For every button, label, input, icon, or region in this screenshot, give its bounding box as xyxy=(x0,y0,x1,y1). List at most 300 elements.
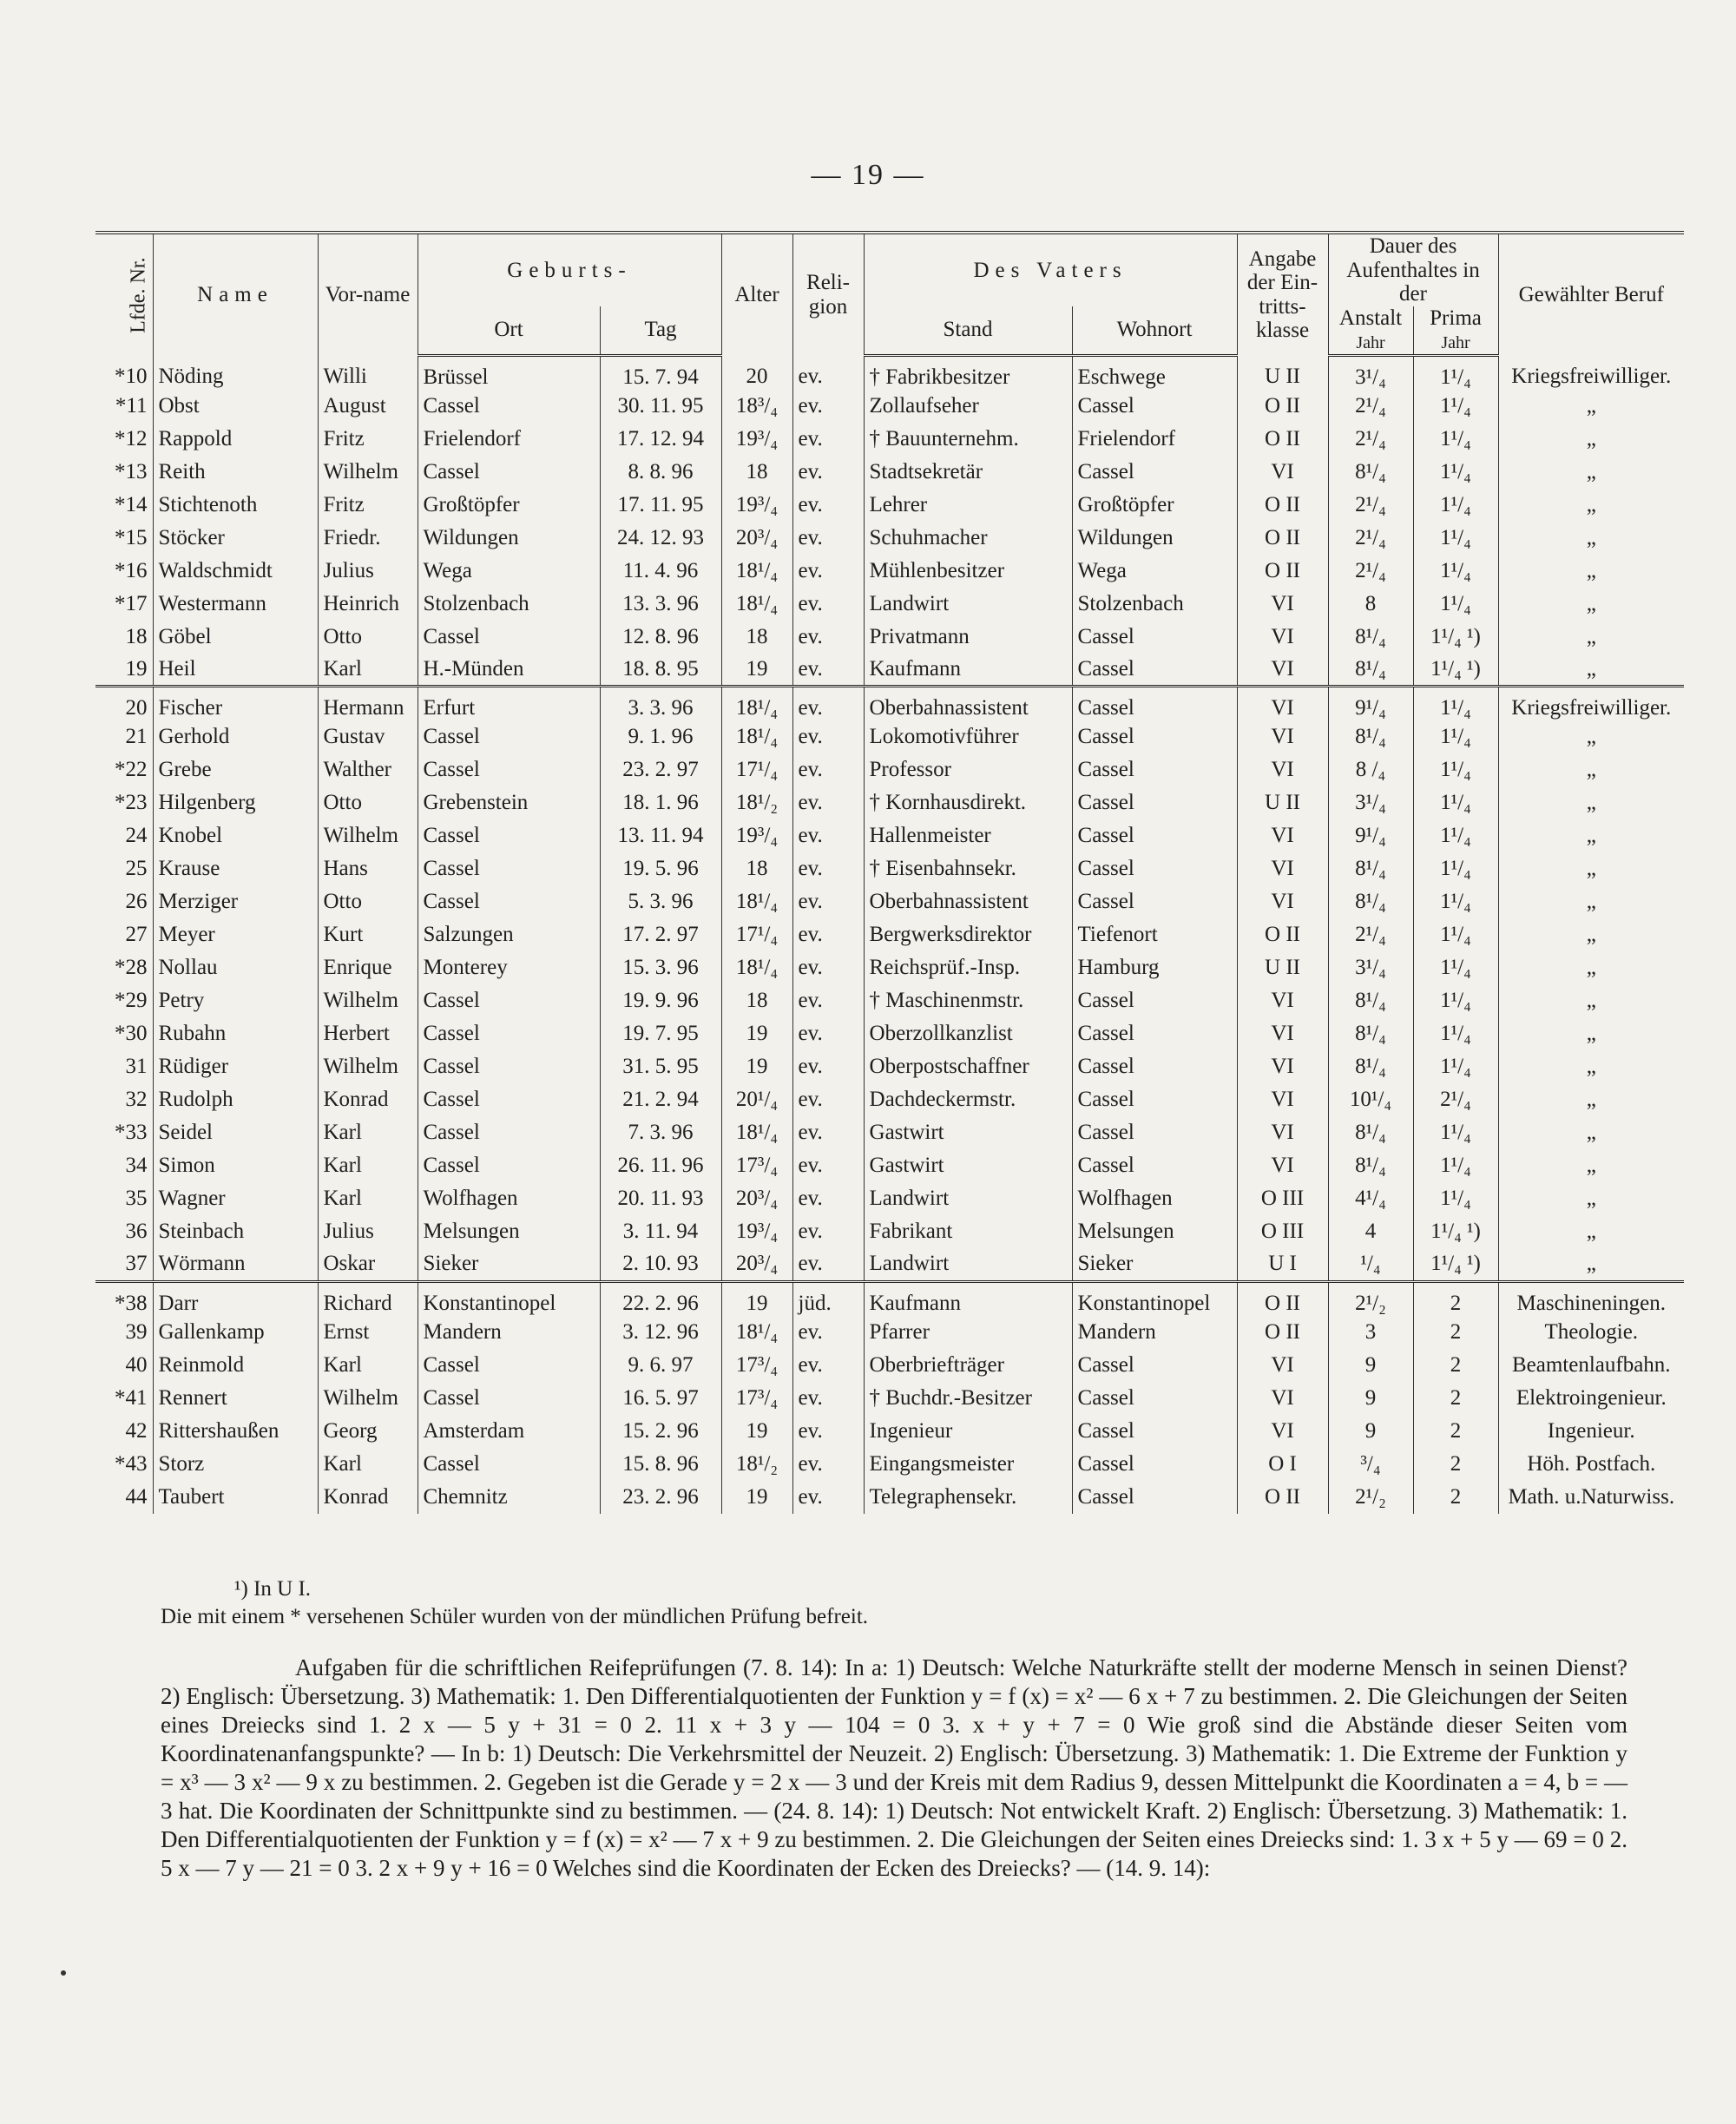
cell-tag: 21. 2. 94 xyxy=(600,1083,721,1116)
cell-klasse: VI xyxy=(1237,1017,1328,1050)
cell-prima: 1¹/₄ xyxy=(1413,786,1498,819)
cell-nr: *43 xyxy=(115,1451,148,1476)
cell-religion: ev. xyxy=(792,1349,864,1382)
cell-wohnort: Tiefenort xyxy=(1072,918,1237,951)
cell-stand: Telegraphensekr. xyxy=(864,1481,1072,1514)
cell-nr: 35 xyxy=(125,1187,148,1210)
cell-religion: ev. xyxy=(792,1149,864,1182)
cell-wohnort: Cassel xyxy=(1072,984,1237,1017)
cell-anstalt: ¹/₄ xyxy=(1328,1248,1413,1281)
cell-nr: *28 xyxy=(115,956,148,979)
cell-ort: Cassel xyxy=(418,852,600,885)
cell-alter: 18³/₄ xyxy=(721,390,792,423)
cell-ort: Cassel xyxy=(418,390,600,423)
header-anstalt: Anstalt Jahr xyxy=(1328,306,1413,356)
cell-anstalt: 8 /₄ xyxy=(1328,753,1413,786)
cell-beruf: „ xyxy=(1498,1116,1684,1149)
cell-tag: 23. 2. 96 xyxy=(600,1481,721,1514)
cell-wohnort: Cassel xyxy=(1072,1349,1237,1382)
cell-wohnort: Cassel xyxy=(1072,621,1237,654)
cell-stand: Bergwerksdirektor xyxy=(864,918,1072,951)
header-des-vaters: Des Vaters xyxy=(864,233,1237,306)
cell-anstalt: 8¹/₄ xyxy=(1328,1050,1413,1083)
cell-prima: 2 xyxy=(1413,1382,1498,1415)
cell-religion: ev. xyxy=(792,786,864,819)
cell-religion: ev. xyxy=(792,1415,864,1448)
cell-stand: Privatmann xyxy=(864,621,1072,654)
cell-tag: 15. 3. 96 xyxy=(600,951,721,984)
cell-prima: 2 xyxy=(1413,1415,1498,1448)
cell-beruf: „ xyxy=(1498,918,1684,951)
cell-prima: 1¹/₄ xyxy=(1413,456,1498,489)
cell-alter: 19³/₄ xyxy=(721,1215,792,1248)
cell-wohnort: Konstantinopel xyxy=(1072,1281,1237,1316)
cell-wohnort: Hamburg xyxy=(1072,951,1237,984)
table-row xyxy=(95,1481,1684,1514)
cell-vorname: Karl xyxy=(318,654,418,687)
cell-religion: jüd. xyxy=(792,1281,864,1316)
cell-alter: 19³/₄ xyxy=(721,489,792,522)
cell-anstalt: 2¹/₄ xyxy=(1328,555,1413,588)
cell-ort: Frielendorf xyxy=(418,423,600,456)
cell-prima: 1¹/₄ xyxy=(1413,390,1498,423)
header-prima: Prima Jahr xyxy=(1413,306,1498,356)
cell-tag: 17. 12. 94 xyxy=(600,423,721,456)
cell-prima: 2 xyxy=(1413,1349,1498,1382)
cell-klasse: VI xyxy=(1237,753,1328,786)
cell-alter: 20 xyxy=(721,355,792,390)
cell-stand: Landwirt xyxy=(864,1182,1072,1215)
cell-prima: 1¹/₄ xyxy=(1413,687,1498,721)
cell-wohnort: Cassel xyxy=(1072,819,1237,852)
cell-klasse: O II xyxy=(1237,522,1328,555)
cell-stand: Gastwirt xyxy=(864,1116,1072,1149)
cell-alter: 19 xyxy=(721,1281,792,1316)
header-ort: Ort xyxy=(418,306,600,356)
cell-name: Simon xyxy=(153,1149,318,1182)
cell-vorname: Fritz xyxy=(318,489,418,522)
cell-tag: 3. 3. 96 xyxy=(600,687,721,721)
table-row xyxy=(95,423,1684,456)
cell-klasse: VI xyxy=(1237,720,1328,753)
cell-religion: ev. xyxy=(792,654,864,687)
header-beruf: Gewählter Beruf xyxy=(1498,233,1684,355)
cell-stand: Fabrikant xyxy=(864,1215,1072,1248)
cell-wohnort: Melsungen xyxy=(1072,1215,1237,1248)
cell-nr: 44 xyxy=(125,1484,148,1509)
cell-stand: Dachdeckermstr. xyxy=(864,1083,1072,1116)
cell-stand: Lehrer xyxy=(864,489,1072,522)
cell-ort: H.-Münden xyxy=(418,654,600,687)
cell-klasse: VI xyxy=(1237,1149,1328,1182)
header-lfde-nr: Lfde. Nr. xyxy=(127,257,150,333)
cell-prima: 1¹/₄ xyxy=(1413,852,1498,885)
cell-stand: Schuhmacher xyxy=(864,522,1072,555)
header-stand: Stand xyxy=(864,306,1072,356)
cell-alter: 18¹/₄ xyxy=(721,720,792,753)
table-row xyxy=(95,786,1684,819)
cell-tag: 13. 11. 94 xyxy=(600,819,721,852)
cell-tag: 3. 12. 96 xyxy=(600,1316,721,1349)
table-row xyxy=(95,885,1684,918)
cell-name: Westermann xyxy=(153,588,318,621)
table-row xyxy=(95,456,1684,489)
cell-wohnort: Cassel xyxy=(1072,456,1237,489)
cell-ort: Amsterdam xyxy=(418,1415,600,1448)
cell-wohnort: Cassel xyxy=(1072,720,1237,753)
cell-stand: Lokomotivführer xyxy=(864,720,1072,753)
footnote-2: Die mit einem * versehenen Schüler wurden von der mündlichen Prüfung befreit. xyxy=(161,1605,869,1628)
cell-ort: Mandern xyxy=(418,1316,600,1349)
cell-religion: ev. xyxy=(792,1116,864,1149)
cell-klasse: VI xyxy=(1237,654,1328,687)
cell-tag: 19. 9. 96 xyxy=(600,984,721,1017)
cell-religion: ev. xyxy=(792,355,864,390)
cell-anstalt: 8¹/₄ xyxy=(1328,1149,1413,1182)
cell-beruf: „ xyxy=(1498,555,1684,588)
cell-beruf: „ xyxy=(1498,522,1684,555)
cell-prima: 1¹/₄ xyxy=(1413,951,1498,984)
cell-name: Rittershaußen xyxy=(153,1415,318,1448)
cell-anstalt: 2¹/₂ xyxy=(1328,1481,1413,1514)
cell-ort: Cassel xyxy=(418,1349,600,1382)
cell-ort: Monterey xyxy=(418,951,600,984)
cell-alter: 17¹/₄ xyxy=(721,918,792,951)
table-row xyxy=(95,819,1684,852)
cell-prima: 1¹/₄ xyxy=(1413,522,1498,555)
table-row xyxy=(95,1415,1684,1448)
cell-vorname: Oskar xyxy=(318,1248,418,1281)
cell-klasse: O II xyxy=(1237,555,1328,588)
cell-alter: 17¹/₄ xyxy=(721,753,792,786)
cell-tag: 13. 3. 96 xyxy=(600,588,721,621)
cell-vorname: Karl xyxy=(318,1116,418,1149)
cell-alter: 18¹/₄ xyxy=(721,951,792,984)
cell-stand: Kaufmann xyxy=(864,1281,1072,1316)
cell-stand: Landwirt xyxy=(864,1248,1072,1281)
cell-anstalt: 3¹/₄ xyxy=(1328,951,1413,984)
cell-prima: 1¹/₄ xyxy=(1413,918,1498,951)
cell-name: Steinbach xyxy=(153,1215,318,1248)
table-row xyxy=(95,1248,1684,1281)
cell-klasse: VI xyxy=(1237,819,1328,852)
cell-beruf: „ xyxy=(1498,819,1684,852)
cell-name: Rudolph xyxy=(153,1083,318,1116)
cell-wohnort: Cassel xyxy=(1072,1448,1237,1481)
cell-ort: Cassel xyxy=(418,1149,600,1182)
table-row xyxy=(95,753,1684,786)
cell-religion: ev. xyxy=(792,984,864,1017)
cell-ort: Cassel xyxy=(418,1382,600,1415)
cell-vorname: Karl xyxy=(318,1149,418,1182)
cell-name: Petry xyxy=(153,984,318,1017)
cell-klasse: O II xyxy=(1237,1316,1328,1349)
table-row xyxy=(95,489,1684,522)
cell-alter: 20³/₄ xyxy=(721,1248,792,1281)
cell-stand: Reichsprüf.-Insp. xyxy=(864,951,1072,984)
cell-ort: Stolzenbach xyxy=(418,588,600,621)
cell-tag: 3. 11. 94 xyxy=(600,1215,721,1248)
cell-name: Nollau xyxy=(153,951,318,984)
table-row xyxy=(95,1316,1684,1349)
cell-religion: ev. xyxy=(792,1083,864,1116)
cell-name: Göbel xyxy=(153,621,318,654)
header-geburts: Geburts- xyxy=(418,233,721,306)
cell-name: Rappold xyxy=(153,423,318,456)
table-row xyxy=(95,1050,1684,1083)
cell-alter: 18¹/₄ xyxy=(721,1316,792,1349)
cell-vorname: Georg xyxy=(318,1415,418,1448)
cell-tag: 15. 7. 94 xyxy=(600,355,721,390)
cell-prima: 1¹/₄ xyxy=(1413,1116,1498,1149)
cell-religion: ev. xyxy=(792,1017,864,1050)
cell-wohnort: Cassel xyxy=(1072,786,1237,819)
cell-prima: 1¹/₄ ¹) xyxy=(1413,654,1498,687)
cell-ort: Cassel xyxy=(418,1083,600,1116)
table-row xyxy=(95,1349,1684,1382)
cell-prima: 1¹/₄ xyxy=(1413,555,1498,588)
cell-religion: ev. xyxy=(792,621,864,654)
cell-beruf: „ xyxy=(1498,654,1684,687)
table-row xyxy=(95,1382,1684,1415)
cell-prima: 1¹/₄ xyxy=(1413,423,1498,456)
cell-nr: 42 xyxy=(125,1418,148,1443)
cell-wohnort: Cassel xyxy=(1072,1149,1237,1182)
cell-beruf: Ingenieur. xyxy=(1498,1415,1684,1448)
cell-klasse: VI xyxy=(1237,1116,1328,1149)
cell-name: Storz xyxy=(153,1448,318,1481)
cell-wohnort: Cassel xyxy=(1072,753,1237,786)
cell-ort: Chemnitz xyxy=(418,1481,600,1514)
cell-anstalt: 8¹/₄ xyxy=(1328,984,1413,1017)
cell-tag: 30. 11. 95 xyxy=(600,390,721,423)
cell-name: Stöcker xyxy=(153,522,318,555)
cell-klasse: VI xyxy=(1237,1083,1328,1116)
cell-nr: 31 xyxy=(125,1055,148,1078)
cell-prima: 2 xyxy=(1413,1448,1498,1481)
cell-alter: 19³/₄ xyxy=(721,423,792,456)
cell-religion: ev. xyxy=(792,720,864,753)
cell-prima: 1¹/₄ xyxy=(1413,1149,1498,1182)
cell-beruf: Math. u.Naturwiss. xyxy=(1498,1481,1684,1514)
cell-vorname: Willi xyxy=(318,355,418,390)
cell-alter: 18¹/₂ xyxy=(721,786,792,819)
cell-wohnort: Wolfhagen xyxy=(1072,1182,1237,1215)
cell-religion: ev. xyxy=(792,819,864,852)
table-row xyxy=(95,1149,1684,1182)
cell-nr: *30 xyxy=(115,1022,148,1045)
cell-stand: Eingangsmeister xyxy=(864,1448,1072,1481)
footnote-1: ¹) In U I. xyxy=(234,1577,312,1601)
cell-ort: Cassel xyxy=(418,456,600,489)
table-row xyxy=(95,654,1684,687)
cell-beruf: „ xyxy=(1498,984,1684,1017)
cell-ort: Konstantinopel xyxy=(418,1281,600,1316)
cell-beruf: „ xyxy=(1498,1215,1684,1248)
cell-vorname: Heinrich xyxy=(318,588,418,621)
cell-tag: 20. 11. 93 xyxy=(600,1182,721,1215)
cell-nr: *12 xyxy=(115,426,148,450)
cell-alter: 17³/₄ xyxy=(721,1382,792,1415)
table-row xyxy=(95,1215,1684,1248)
table-row xyxy=(95,355,1684,390)
cell-nr: *14 xyxy=(115,492,148,516)
cell-religion: ev. xyxy=(792,1448,864,1481)
cell-ort: Cassel xyxy=(418,621,600,654)
cell-vorname: Walther xyxy=(318,753,418,786)
cell-ort: Großtöpfer xyxy=(418,489,600,522)
cell-wohnort: Stolzenbach xyxy=(1072,588,1237,621)
cell-nr: *17 xyxy=(115,591,148,615)
cell-beruf: „ xyxy=(1498,423,1684,456)
cell-beruf: „ xyxy=(1498,951,1684,984)
cell-vorname: August xyxy=(318,390,418,423)
cell-tag: 12. 8. 96 xyxy=(600,621,721,654)
cell-tag: 16. 5. 97 xyxy=(600,1382,721,1415)
cell-stand: Ingenieur xyxy=(864,1415,1072,1448)
cell-vorname: Julius xyxy=(318,1215,418,1248)
cell-anstalt: 9¹/₄ xyxy=(1328,819,1413,852)
cell-religion: ev. xyxy=(792,588,864,621)
table-row xyxy=(95,720,1684,753)
cell-wohnort: Wega xyxy=(1072,555,1237,588)
group-2 xyxy=(95,687,1684,1282)
cell-nr: 20 xyxy=(125,696,148,720)
cell-vorname: Konrad xyxy=(318,1083,418,1116)
cell-beruf: „ xyxy=(1498,390,1684,423)
cell-alter: 17³/₄ xyxy=(721,1149,792,1182)
cell-tag: 18. 1. 96 xyxy=(600,786,721,819)
cell-klasse: O II xyxy=(1237,1481,1328,1514)
cell-stand: Oberbahnassistent xyxy=(864,885,1072,918)
cell-prima: 2 xyxy=(1413,1481,1498,1514)
cell-wohnort: Eschwege xyxy=(1072,355,1237,390)
cell-alter: 19³/₄ xyxy=(721,819,792,852)
cell-stand: Landwirt xyxy=(864,588,1072,621)
cell-wohnort: Cassel xyxy=(1072,1050,1237,1083)
cell-ort: Sieker xyxy=(418,1248,600,1281)
cell-alter: 18 xyxy=(721,852,792,885)
cell-vorname: Karl xyxy=(318,1349,418,1382)
cell-beruf: Theologie. xyxy=(1498,1316,1684,1349)
cell-religion: ev. xyxy=(792,423,864,456)
cell-beruf: Kriegsfreiwilliger. xyxy=(1498,355,1684,390)
cell-nr: 25 xyxy=(125,857,148,880)
table-row xyxy=(95,1017,1684,1050)
cell-vorname: Hermann xyxy=(318,687,418,721)
cell-klasse: VI xyxy=(1237,621,1328,654)
cell-prima: 1¹/₄ ¹) xyxy=(1413,621,1498,654)
cell-stand: Oberzollkanzlist xyxy=(864,1017,1072,1050)
cell-alter: 18 xyxy=(721,456,792,489)
cell-name: Darr xyxy=(153,1281,318,1316)
cell-beruf: „ xyxy=(1498,1083,1684,1116)
footnotes xyxy=(161,1575,1628,1631)
table-row xyxy=(95,1448,1684,1481)
cell-klasse: O II xyxy=(1237,489,1328,522)
cell-tag: 7. 3. 96 xyxy=(600,1116,721,1149)
cell-beruf: „ xyxy=(1498,588,1684,621)
cell-nr: *41 xyxy=(115,1385,148,1410)
cell-stand: † Buchdr.-Besitzer xyxy=(864,1382,1072,1415)
cell-nr: 39 xyxy=(125,1319,148,1344)
cell-ort: Brüssel xyxy=(418,355,600,390)
cell-ort: Cassel xyxy=(418,1017,600,1050)
cell-wohnort: Cassel xyxy=(1072,390,1237,423)
cell-nr: 40 xyxy=(125,1352,148,1377)
cell-klasse: O II xyxy=(1237,918,1328,951)
cell-alter: 20¹/₄ xyxy=(721,1083,792,1116)
cell-anstalt: 2¹/₄ xyxy=(1328,489,1413,522)
cell-anstalt: 9 xyxy=(1328,1382,1413,1415)
cell-klasse: VI xyxy=(1237,1382,1328,1415)
cell-wohnort: Cassel xyxy=(1072,1116,1237,1149)
cell-nr: 37 xyxy=(125,1252,148,1276)
cell-anstalt: 3¹/₄ xyxy=(1328,355,1413,390)
cell-stand: Oberpostschaffner xyxy=(864,1050,1072,1083)
cell-tag: 24. 12. 93 xyxy=(600,522,721,555)
cell-religion: ev. xyxy=(792,885,864,918)
cell-wohnort: Cassel xyxy=(1072,1481,1237,1514)
cell-wohnort: Sieker xyxy=(1072,1248,1237,1281)
cell-tag: 15. 8. 96 xyxy=(600,1448,721,1481)
cell-prima: 1¹/₄ ¹) xyxy=(1413,1248,1498,1281)
cell-vorname: Fritz xyxy=(318,423,418,456)
cell-beruf: „ xyxy=(1498,1149,1684,1182)
cell-name: Reinmold xyxy=(153,1349,318,1382)
cell-klasse: U II xyxy=(1237,355,1328,390)
cell-ort: Cassel xyxy=(418,819,600,852)
header-name: Name xyxy=(153,233,318,355)
table-row xyxy=(95,390,1684,423)
cell-name: Rüdiger xyxy=(153,1050,318,1083)
cell-tag: 5. 3. 96 xyxy=(600,885,721,918)
cell-name: Hilgenberg xyxy=(153,786,318,819)
cell-alter: 18 xyxy=(721,621,792,654)
cell-stand: † Kornhausdirekt. xyxy=(864,786,1072,819)
cell-name: Seidel xyxy=(153,1116,318,1149)
cell-wohnort: Frielendorf xyxy=(1072,423,1237,456)
cell-alter: 18 xyxy=(721,984,792,1017)
cell-klasse: VI xyxy=(1237,588,1328,621)
cell-prima: 1¹/₄ xyxy=(1413,720,1498,753)
cell-wohnort: Mandern xyxy=(1072,1316,1237,1349)
cell-stand: Mühlenbesitzer xyxy=(864,555,1072,588)
cell-vorname: Wilhelm xyxy=(318,1382,418,1415)
cell-stand: Professor xyxy=(864,753,1072,786)
cell-wohnort: Cassel xyxy=(1072,1415,1237,1448)
cell-ort: Cassel xyxy=(418,1448,600,1481)
cell-prima: 2 xyxy=(1413,1281,1498,1316)
table-row xyxy=(95,588,1684,621)
cell-ort: Wolfhagen xyxy=(418,1182,600,1215)
cell-klasse: U II xyxy=(1237,786,1328,819)
cell-name: Meyer xyxy=(153,918,318,951)
cell-klasse: U II xyxy=(1237,951,1328,984)
header-vorname: Vor-name xyxy=(318,233,418,355)
cell-religion: ev. xyxy=(792,1182,864,1215)
cell-vorname: Kurt xyxy=(318,918,418,951)
cell-anstalt: 9¹/₄ xyxy=(1328,687,1413,721)
cell-religion: ev. xyxy=(792,1215,864,1248)
cell-tag: 22. 2. 96 xyxy=(600,1281,721,1316)
cell-religion: ev. xyxy=(792,489,864,522)
cell-stand: † Fabrikbesitzer xyxy=(864,355,1072,390)
cell-prima: 1¹/₄ xyxy=(1413,1017,1498,1050)
cell-ort: Wega xyxy=(418,555,600,588)
cell-nr: *15 xyxy=(115,525,148,549)
cell-religion: ev. xyxy=(792,1248,864,1281)
